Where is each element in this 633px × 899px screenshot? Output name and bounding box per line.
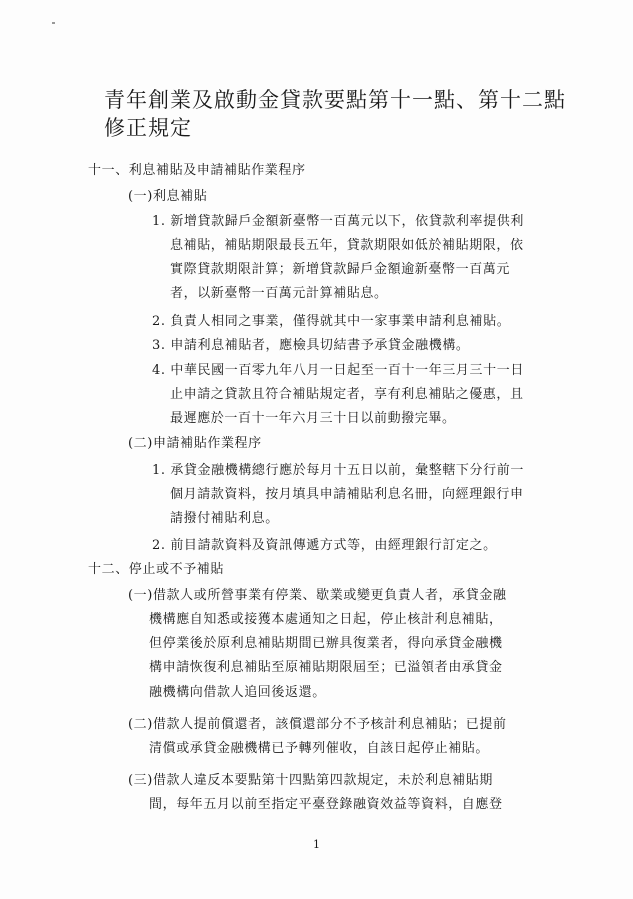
s11-1-item-1-line-4: 者，以新臺幣一百萬元計算補貼息。 [170,286,388,301]
s11-2-item-1-line-3: 請撥付補貼利息。 [170,511,279,526]
section-11-heading: 十一、利息補貼及申請補貼作業程序 [88,163,306,178]
s12-item-3-line-2: 間，每年五月以前至指定平臺登錄融資效益等資料，自應登 [149,797,503,812]
title-line-1: 青年創業及啟動金貸款要點第十一點、第十二點 [104,88,566,112]
s11-2-item-1-line-2: 個月請款資料，按月填具申請補貼利息名冊，向經理銀行申 [170,487,524,502]
title-line-2: 修正規定 [104,116,192,140]
s11-2-item-2: 2. 前目請款資料及資訊傳遞方式等，由經理銀行訂定之。 [152,538,497,553]
section-12-heading: 十二、停止或不予補貼 [88,562,225,577]
s12-item-1-line-5: 融機構向借款人追回後返還。 [149,685,326,700]
s11-1-item-1-line-1: 1. 新增貸款歸戶金額新臺幣一百萬元以下，依貸款利率提供利 [152,214,524,229]
scan-speck [52,22,55,24]
s11-1-item-4-line-2: 止申請之貸款且符合補貼規定者，享有利息補貼之優惠，且 [170,387,524,402]
section-11-sub-1-heading: (一)利息補貼 [128,189,208,204]
section-11-sub-2-heading: (二)申請補貼作業程序 [128,436,262,451]
s11-1-item-1-line-2: 息補貼，補貼期限最長五年，貸款期限如低於補貼期限，依 [170,238,524,253]
page-number: 1 [313,838,320,851]
s12-item-1-line-1: (一)借款人或所營事業有停業、歇業或變更負責人者，承貸金融 [128,588,507,603]
s12-item-1-line-4: 構申請恢復利息補貼至原補貼期限屆至；已溢領者由承貸金 [149,660,503,675]
s11-1-item-4-line-3: 最遲應於一百十一年六月三十日以前動撥完畢。 [170,411,456,426]
s12-item-2-line-1: (二)借款人提前償還者，該償還部分不予核計利息補貼；已提前 [128,717,507,732]
s12-item-3-line-1: (三)借款人違反本要點第十四點第四款規定，未於利息補貼期 [128,773,493,788]
s11-1-item-4-line-1: 4. 中華民國一百零九年八月一日起至一百十一年三月三十一日 [152,363,524,378]
s12-item-2-line-2: 清償或承貸金融機構已予轉列催收，自該日起停止補貼。 [149,741,490,756]
s11-2-item-1-line-1: 1. 承貸金融機構總行應於每月十五日以前，彙整轄下分行前一 [152,463,524,478]
document-title [104,86,594,142]
s11-1-item-2: 2. 負責人相同之事業，僅得就其中一家事業申請利息補貼。 [152,314,511,329]
s11-1-item-1-line-3: 實際貸款期限計算；新增貸款歸戶金額逾新臺幣一百萬元 [170,262,511,277]
s12-item-1-line-2: 機構應自知悉或接獲本處通知之日起，停止核計利息補貼， [149,612,503,627]
s11-1-item-3: 3. 申請利息補貼者，應檢具切結書予承貸金融機構。 [152,338,470,353]
s12-item-1-line-3: 但停業後於原利息補貼期間已辦具復業者，得向承貸金融機 [149,636,503,651]
